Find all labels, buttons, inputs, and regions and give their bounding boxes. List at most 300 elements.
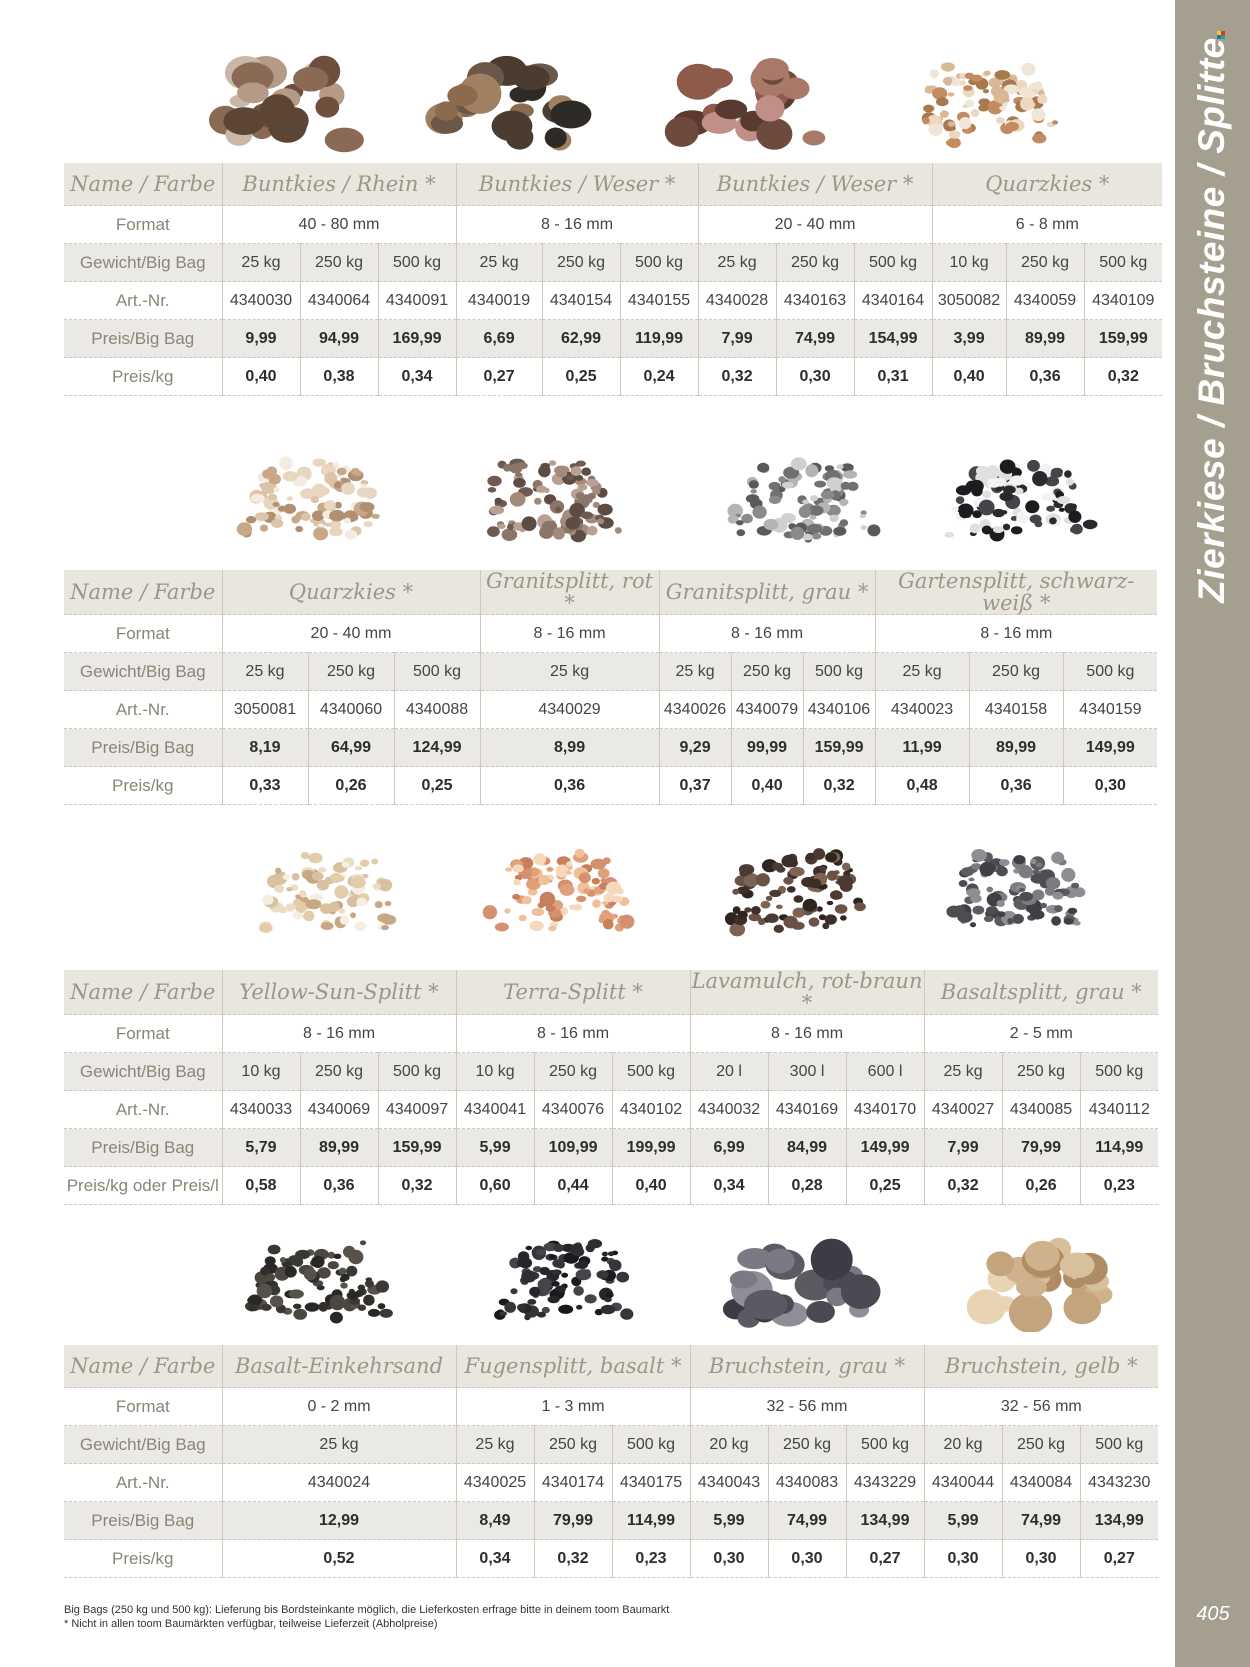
article-number-cell: 4340043 bbox=[690, 1464, 768, 1502]
stone bbox=[329, 527, 343, 536]
weight-cell: 20 kg bbox=[690, 1426, 768, 1464]
weight-cell: 25 kg bbox=[222, 244, 300, 282]
price-kg-cell: 0,25 bbox=[394, 767, 480, 805]
price-bag-cell: 154,99 bbox=[854, 320, 932, 358]
stone bbox=[575, 849, 585, 858]
stone bbox=[447, 85, 477, 107]
stone bbox=[1064, 918, 1074, 924]
stone bbox=[355, 922, 367, 931]
stone bbox=[259, 923, 272, 933]
stone bbox=[1068, 511, 1081, 523]
stone bbox=[330, 1295, 346, 1310]
stone bbox=[715, 100, 747, 120]
price-table bbox=[64, 163, 1162, 396]
stone bbox=[1040, 903, 1047, 909]
stone bbox=[553, 1244, 564, 1252]
weight-cell: 25 kg bbox=[222, 1426, 456, 1464]
article-number-cell: 4340106 bbox=[803, 691, 875, 729]
stone bbox=[340, 1283, 347, 1289]
stone bbox=[973, 906, 985, 915]
row-label: Preis/kg bbox=[64, 767, 222, 805]
stone bbox=[375, 901, 383, 908]
article-number-cell: 3050081 bbox=[222, 691, 308, 729]
stone bbox=[756, 58, 789, 80]
product-image bbox=[700, 832, 890, 942]
row-label: Name / Farbe bbox=[64, 970, 222, 1015]
article-number-cell: 4340163 bbox=[776, 282, 854, 320]
stone bbox=[1030, 859, 1036, 864]
product-image bbox=[410, 45, 600, 155]
stone bbox=[967, 1289, 1006, 1324]
stone bbox=[1020, 97, 1034, 111]
weight-cell: 250 kg bbox=[300, 244, 378, 282]
stone bbox=[586, 1244, 595, 1253]
stone bbox=[1021, 63, 1035, 76]
stone bbox=[1046, 506, 1055, 512]
article-number-cell: 4340025 bbox=[456, 1464, 534, 1502]
stone bbox=[984, 916, 994, 922]
stone bbox=[509, 464, 522, 474]
stone bbox=[606, 882, 622, 895]
stone bbox=[737, 529, 746, 536]
stone bbox=[609, 1260, 621, 1272]
stone bbox=[576, 896, 586, 902]
stone bbox=[321, 922, 334, 930]
product-name: Granitsplitt, grau * bbox=[659, 570, 875, 615]
row-label: Name / Farbe bbox=[64, 570, 222, 615]
stone bbox=[260, 525, 268, 532]
stone bbox=[566, 871, 572, 875]
stone bbox=[943, 77, 952, 85]
stone bbox=[774, 925, 784, 933]
price-bag-cell: 159,99 bbox=[1084, 320, 1162, 358]
article-number-cell: 4340085 bbox=[1002, 1091, 1080, 1129]
product-image bbox=[647, 45, 837, 155]
weight-cell: 500 kg bbox=[378, 244, 456, 282]
weight-cell: 250 kg bbox=[1006, 244, 1084, 282]
table-row bbox=[64, 1464, 1158, 1502]
stone bbox=[356, 898, 367, 907]
stone bbox=[347, 1291, 360, 1299]
stone bbox=[751, 489, 757, 493]
stone bbox=[1006, 122, 1019, 131]
product-name: Gartensplitt, schwarz-weiß * bbox=[875, 570, 1157, 615]
article-number-cell: 4340164 bbox=[854, 282, 932, 320]
row-label: Preis/kg bbox=[64, 1540, 222, 1578]
price-kg-cell: 0,30 bbox=[1063, 767, 1157, 805]
price-kg-cell: 0,34 bbox=[456, 1540, 534, 1578]
row-label: Preis/kg oder Preis/l bbox=[64, 1167, 222, 1205]
stone bbox=[345, 530, 358, 540]
article-number-cell: 4340158 bbox=[969, 691, 1063, 729]
stone bbox=[700, 68, 733, 89]
stone bbox=[730, 923, 746, 937]
stone bbox=[261, 1304, 272, 1311]
article-number-cell: 4340041 bbox=[456, 1091, 534, 1129]
stone bbox=[922, 117, 930, 124]
stone bbox=[969, 878, 975, 882]
stone bbox=[360, 484, 367, 488]
stone bbox=[536, 1249, 546, 1256]
stone bbox=[806, 853, 814, 861]
stone bbox=[348, 1250, 363, 1264]
stone bbox=[329, 510, 345, 522]
stone bbox=[1032, 134, 1046, 144]
stone bbox=[793, 908, 805, 918]
stone bbox=[783, 877, 793, 885]
weight-cell: 10 kg bbox=[932, 244, 1006, 282]
stone bbox=[548, 926, 556, 931]
stone bbox=[782, 482, 794, 489]
stone bbox=[522, 896, 532, 904]
stone bbox=[579, 872, 591, 883]
stone bbox=[502, 528, 518, 541]
weight-cell: 250 kg bbox=[1002, 1426, 1080, 1464]
stone bbox=[293, 67, 328, 92]
stone bbox=[806, 1301, 835, 1323]
stone bbox=[986, 906, 998, 914]
stone bbox=[807, 524, 822, 534]
stone bbox=[287, 496, 293, 501]
stone bbox=[381, 925, 389, 930]
stone bbox=[1009, 1292, 1052, 1332]
stone bbox=[373, 884, 382, 890]
weight-cell: 20 kg bbox=[924, 1426, 1002, 1464]
stone bbox=[1025, 500, 1039, 513]
stone bbox=[295, 526, 303, 532]
stone bbox=[833, 527, 846, 536]
price-kg-cell: 0,33 bbox=[222, 767, 308, 805]
stone bbox=[590, 859, 606, 870]
product-name: Bruchstein, grau * bbox=[690, 1345, 924, 1388]
stone bbox=[959, 507, 970, 518]
price-table bbox=[64, 970, 1158, 1205]
stone bbox=[505, 867, 512, 871]
stone bbox=[757, 463, 769, 473]
stone bbox=[983, 491, 992, 499]
price-bag-cell: 5,99 bbox=[456, 1129, 534, 1167]
stone bbox=[739, 864, 754, 875]
stone bbox=[996, 117, 1005, 124]
stone bbox=[274, 885, 284, 893]
article-number-cell: 4340029 bbox=[480, 691, 659, 729]
stone bbox=[305, 1302, 320, 1311]
price-table bbox=[64, 570, 1157, 805]
stone bbox=[289, 1289, 304, 1298]
price-bag-cell: 74,99 bbox=[776, 320, 854, 358]
format-cell: 1 - 3 mm bbox=[456, 1388, 690, 1426]
stone bbox=[270, 1295, 283, 1307]
stone bbox=[842, 863, 851, 871]
stone bbox=[560, 884, 575, 896]
stone bbox=[487, 526, 500, 537]
stone bbox=[612, 914, 618, 919]
row-label: Preis/Big Bag bbox=[64, 1129, 222, 1167]
weight-cell: 250 kg bbox=[768, 1426, 846, 1464]
stone bbox=[313, 527, 328, 540]
stone bbox=[571, 466, 582, 476]
stone bbox=[530, 921, 544, 931]
weight-cell: 25 kg bbox=[480, 653, 659, 691]
stone bbox=[334, 1254, 342, 1259]
footnote-availability: * Nicht in allen toom Baumärkten verfügbar, teilweise Lieferzeit (Abholpreise) bbox=[64, 1618, 438, 1630]
stone bbox=[963, 85, 972, 91]
stone bbox=[483, 905, 497, 919]
stone bbox=[1016, 1278, 1047, 1296]
stone bbox=[766, 913, 779, 923]
stone bbox=[365, 1280, 374, 1288]
stone bbox=[941, 62, 955, 71]
weight-cell: 250 kg bbox=[969, 653, 1063, 691]
product-name: Granitsplitt, rot * bbox=[480, 570, 659, 615]
footnote-delivery: Big Bags (250 kg und 500 kg): Lieferung bis Bordsteinkante möglich, die Lieferkosten erfrage bitte in deinem toom Baumarkt bbox=[64, 1604, 670, 1616]
weight-cell: 20 l bbox=[690, 1053, 768, 1091]
stone bbox=[521, 1270, 536, 1282]
article-number-cell: 4340088 bbox=[394, 691, 480, 729]
price-bag-cell: 5,79 bbox=[222, 1129, 300, 1167]
stone bbox=[371, 859, 378, 865]
stone bbox=[604, 1297, 611, 1302]
stone bbox=[840, 915, 847, 920]
table-row bbox=[64, 206, 1162, 244]
stone bbox=[285, 903, 295, 911]
price-bag-cell: 6,69 bbox=[456, 320, 542, 358]
stone bbox=[510, 1288, 517, 1294]
stone bbox=[311, 1256, 324, 1268]
stone bbox=[962, 104, 968, 108]
format-cell: 20 - 40 mm bbox=[222, 615, 480, 653]
weight-cell: 500 kg bbox=[803, 653, 875, 691]
weight-cell: 500 kg bbox=[620, 244, 698, 282]
stone bbox=[318, 1302, 328, 1312]
price-bag-cell: 9,29 bbox=[659, 729, 731, 767]
stone bbox=[301, 513, 311, 521]
product-image bbox=[703, 1222, 893, 1332]
stone bbox=[259, 483, 267, 488]
stone bbox=[364, 488, 377, 499]
stone bbox=[819, 866, 826, 872]
weight-cell: 25 kg bbox=[456, 1426, 534, 1464]
stone bbox=[344, 518, 351, 524]
price-kg-cell: 0,37 bbox=[659, 767, 731, 805]
stone bbox=[318, 487, 329, 495]
article-number-cell: 4340112 bbox=[1080, 1091, 1158, 1129]
article-number-cell: 4343229 bbox=[846, 1464, 924, 1502]
price-bag-cell: 89,99 bbox=[300, 1129, 378, 1167]
stone bbox=[843, 470, 857, 479]
stone bbox=[944, 532, 954, 538]
stone bbox=[237, 522, 252, 536]
stone bbox=[986, 465, 1000, 479]
stone bbox=[280, 1257, 286, 1263]
stone bbox=[809, 917, 820, 926]
stone bbox=[338, 908, 345, 913]
format-cell: 20 - 40 mm bbox=[698, 206, 932, 244]
stone bbox=[766, 896, 773, 901]
table-row bbox=[64, 1388, 1158, 1426]
format-cell: 8 - 16 mm bbox=[456, 206, 698, 244]
stone bbox=[364, 521, 373, 527]
table-row bbox=[64, 653, 1157, 691]
stone bbox=[980, 862, 995, 876]
stone bbox=[1000, 460, 1016, 474]
price-kg-cell: 0,30 bbox=[924, 1540, 1002, 1578]
price-bag-cell: 5,99 bbox=[924, 1502, 1002, 1540]
stone bbox=[552, 1269, 562, 1275]
article-number-cell: 4340026 bbox=[659, 691, 731, 729]
row-label: Art.-Nr. bbox=[64, 1091, 222, 1129]
stone bbox=[997, 900, 1005, 907]
page-number: 405 bbox=[1196, 1603, 1230, 1625]
stone bbox=[237, 82, 269, 103]
stone bbox=[350, 876, 365, 888]
price-bag-cell: 114,99 bbox=[1080, 1129, 1158, 1167]
stone bbox=[799, 506, 812, 518]
stone bbox=[835, 904, 848, 913]
stone bbox=[268, 1245, 281, 1255]
stone bbox=[525, 1246, 532, 1250]
stone bbox=[555, 1286, 566, 1293]
price-kg-cell: 0,32 bbox=[698, 358, 776, 396]
stone bbox=[867, 524, 880, 536]
stone bbox=[584, 888, 590, 894]
stone bbox=[1025, 1241, 1060, 1271]
product-name: Buntkies / Weser * bbox=[456, 163, 698, 206]
table-row bbox=[64, 691, 1157, 729]
price-bag-cell: 94,99 bbox=[300, 320, 378, 358]
stone bbox=[507, 524, 514, 530]
row-label: Gewicht/Big Bag bbox=[64, 1053, 222, 1091]
product-name: Basalt-Einkehrsand bbox=[222, 1345, 456, 1388]
stone bbox=[1051, 468, 1063, 476]
weight-cell: 25 kg bbox=[924, 1053, 1002, 1091]
price-kg-cell: 0,30 bbox=[1002, 1540, 1080, 1578]
article-number-cell: 4340019 bbox=[456, 282, 542, 320]
product-image bbox=[890, 45, 1080, 155]
article-number-cell: 4340084 bbox=[1002, 1464, 1080, 1502]
stone bbox=[736, 520, 744, 525]
stone bbox=[829, 515, 838, 522]
row-label: Preis/Big Bag bbox=[64, 1502, 222, 1540]
price-kg-cell: 0,36 bbox=[1006, 358, 1084, 396]
row-label: Gewicht/Big Bag bbox=[64, 244, 222, 282]
stone bbox=[549, 1254, 556, 1259]
stone bbox=[761, 901, 771, 909]
stone bbox=[283, 504, 296, 514]
product-image bbox=[940, 1222, 1130, 1332]
stone bbox=[504, 1302, 516, 1313]
stone bbox=[275, 868, 281, 874]
stone bbox=[552, 1259, 563, 1268]
stone bbox=[603, 919, 614, 930]
stone bbox=[286, 887, 293, 891]
article-number-cell: 4340175 bbox=[612, 1464, 690, 1502]
stone bbox=[746, 494, 759, 503]
article-number-cell: 3050082 bbox=[932, 282, 1006, 320]
footnotes bbox=[64, 1603, 669, 1631]
stone bbox=[769, 496, 781, 504]
price-kg-cell: 0,48 bbox=[875, 767, 969, 805]
product-name: Buntkies / Weser * bbox=[698, 163, 932, 206]
stone bbox=[262, 469, 271, 478]
stone bbox=[776, 866, 785, 872]
price-kg-cell: 0,28 bbox=[768, 1167, 846, 1205]
stone bbox=[929, 123, 943, 136]
row-label: Preis/Big Bag bbox=[64, 320, 222, 358]
stone bbox=[534, 498, 542, 505]
stone bbox=[602, 910, 610, 916]
price-bag-cell: 109,99 bbox=[534, 1129, 612, 1167]
format-cell: 8 - 16 mm bbox=[690, 1015, 924, 1053]
stone bbox=[602, 1252, 608, 1257]
price-bag-cell: 149,99 bbox=[1063, 729, 1157, 767]
stone bbox=[765, 1249, 794, 1274]
stone bbox=[342, 862, 350, 868]
format-cell: 8 - 16 mm bbox=[659, 615, 875, 653]
stone bbox=[291, 516, 300, 524]
stone bbox=[318, 524, 324, 528]
stone bbox=[749, 913, 762, 921]
stone bbox=[324, 472, 337, 484]
stone bbox=[576, 1269, 592, 1280]
article-number-cell: 4340155 bbox=[620, 282, 698, 320]
price-bag-cell: 169,99 bbox=[378, 320, 456, 358]
category-title: Zierkiese / Bruchsteine / Splitte bbox=[1191, 37, 1232, 603]
stone bbox=[325, 523, 331, 527]
stone bbox=[1060, 1253, 1095, 1279]
stone bbox=[952, 507, 959, 512]
stone bbox=[961, 867, 974, 876]
stone bbox=[970, 524, 981, 534]
price-bag-cell: 8,19 bbox=[222, 729, 308, 767]
weight-cell: 250 kg bbox=[534, 1053, 612, 1091]
price-table bbox=[64, 1345, 1158, 1578]
stone bbox=[940, 110, 949, 117]
article-number-cell: 4340024 bbox=[222, 1464, 456, 1502]
stone bbox=[923, 105, 934, 113]
stone bbox=[487, 476, 501, 487]
stone bbox=[1014, 855, 1026, 864]
stone bbox=[517, 1304, 527, 1311]
stone bbox=[300, 892, 307, 898]
stone bbox=[1037, 94, 1047, 104]
stone bbox=[223, 107, 264, 135]
table-row bbox=[64, 729, 1157, 767]
price-bag-cell: 199,99 bbox=[612, 1129, 690, 1167]
row-label: Format bbox=[64, 1015, 222, 1053]
article-number-cell: 4340032 bbox=[690, 1091, 768, 1129]
table-row bbox=[64, 1426, 1158, 1464]
stone bbox=[854, 902, 866, 911]
stone bbox=[1057, 496, 1071, 504]
stone bbox=[355, 866, 362, 871]
stone bbox=[950, 126, 956, 131]
price-kg-cell: 0,36 bbox=[300, 1167, 378, 1205]
weight-cell: 600 l bbox=[846, 1053, 924, 1091]
price-bag-cell: 84,99 bbox=[768, 1129, 846, 1167]
stone bbox=[334, 885, 348, 898]
stone bbox=[495, 498, 502, 504]
table-row bbox=[64, 282, 1162, 320]
price-kg-cell: 0,27 bbox=[456, 358, 542, 396]
stone bbox=[273, 502, 280, 507]
weight-cell: 500 kg bbox=[1084, 244, 1162, 282]
stone bbox=[545, 128, 567, 148]
weight-cell: 250 kg bbox=[776, 244, 854, 282]
price-kg-cell: 0,60 bbox=[456, 1167, 534, 1205]
table-row bbox=[64, 320, 1162, 358]
stone bbox=[790, 859, 798, 867]
